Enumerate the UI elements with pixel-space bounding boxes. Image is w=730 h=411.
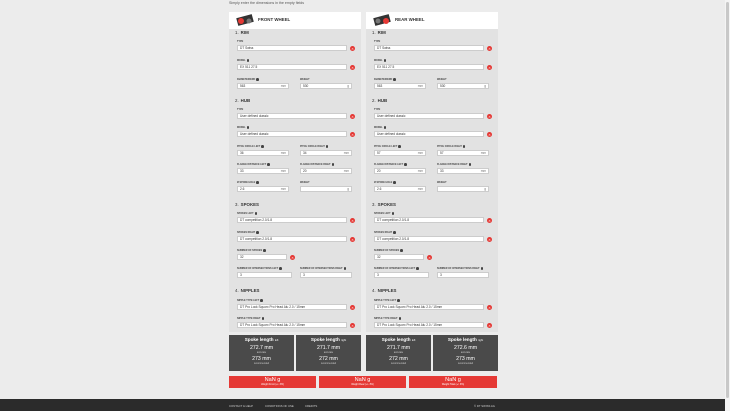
front-spokes-left-label-text: SPOKES LEFT [237,212,254,215]
result-card [433,335,498,371]
front-hub-flange-right-input[interactable]: 20 mm [300,168,352,174]
rear-hub-flange-left-label-text: FLANGE DISTANCE LEFT [374,163,404,166]
rear-section-spokes [372,202,396,207]
front-rim-model-label [237,59,249,62]
rear-hub-type-input[interactable]: User defined classic [374,113,484,119]
front-rim-diameter-label-text: DIAMETER/ERD [237,78,256,81]
front-intersections-left-label [237,267,282,270]
front-hub-pitch-left-unit: mm [280,151,286,155]
rear-nipple-left-label [374,299,400,302]
rear-hub-spoke-hole-info-icon[interactable] [393,181,396,184]
result-side: right [478,339,484,342]
weight-value: NaN g [264,377,281,383]
front-spokes-right-clear-button[interactable]: × [351,236,354,242]
front-wheel-title: FRONT WHEEL [258,17,291,22]
rear-hub-pitch-left-unit: mm [417,151,423,155]
rear-spokes-number-label [374,249,403,252]
front-rim-weight-label [300,78,310,81]
front-section-title: HUB [240,98,251,103]
result-recommended-label: recommended [457,362,474,365]
rear-spokes-right-clear-button[interactable]: × [488,236,491,242]
front-hub-spoke-hole-info-icon[interactable] [256,181,259,184]
result-title-text: Spoke length [381,337,411,342]
front-nipple-right-label-text: NIPPLE TYPE RIGHT [237,317,261,320]
footer-contact-link[interactable]: CONTACT & HELP [229,403,253,408]
result-title [229,337,294,342]
rear-hub-model-info-icon[interactable] [384,126,387,129]
front-hub-weight-label [300,181,310,184]
rear-hub-pitch-left-input[interactable]: 57 mm [374,150,426,156]
result-recommended-label: recommended [390,362,407,365]
rear-wheel-header [366,12,498,29]
rear-section-number: 3. [372,202,376,207]
rear-section-number: 2. [372,98,376,103]
rear-intersections-left-info-icon[interactable] [416,267,419,270]
rear-nipple-right-label-text: NIPPLE TYPE RIGHT [374,317,398,320]
rear-spokes-number-info-icon[interactable] [400,249,403,252]
rear-hub-model-label-text: MODEL [374,126,383,129]
front-intersections-left-label-text: NUMBER OF INTERSECTIONS LEFT [237,267,279,270]
rear-spokes-number-clear-button[interactable]: × [428,254,431,260]
rear-rim-model-info-icon[interactable] [384,59,387,62]
front-rim-type-input[interactable]: DT Swiss [237,45,347,51]
rear-nipple-right-input[interactable]: DT Pro Lock Squorx Pro Head Alu 2.0 / 15mm [374,322,484,328]
result-title-text: Spoke length [244,337,274,342]
rear-intersections-left-label-text: NUMBER OF INTERSECTIONS LEFT [374,267,416,270]
front-hub-flange-right-label-text: FLANGE DISTANCE RIGHT [300,163,331,166]
rear-nipple-right-label [374,317,401,320]
rear-rim-diameter-label [374,78,396,81]
rear-hub-pitch-right-label-text: PITCH CIRCLE RIGHT [437,145,462,148]
rear-rim-weight-input[interactable]: 530 g [437,83,489,89]
front-rim-type-label [237,40,243,43]
rear-section-nipples [372,288,396,293]
front-spokes-right-info-icon[interactable] [256,231,259,234]
rear-intersections-right-info-icon[interactable] [481,267,484,270]
front-hub-pitch-right-info-icon[interactable] [326,145,329,148]
rear-rim-model-input[interactable]: EX 511 27.5 [374,64,484,70]
result-recommended-value: 272 mm [319,356,338,362]
rear-hub-pitch-right-unit: mm [480,151,486,155]
front-nipple-left-input[interactable]: DT Pro Lock Squorx Pro Head Alu 2.0 / 15mm [237,304,347,310]
rear-hub-model-input[interactable]: User defined classic [374,131,484,137]
rear-rim-diameter-unit: mm [417,84,423,88]
result-recommended-label: recommended [253,362,270,365]
rear-spokes-left-label-text: SPOKES LEFT [374,212,391,215]
rear-spokes-left-info-icon[interactable] [392,212,395,215]
rear-nipple-left-input[interactable]: DT Pro Lock Squorx Pro Head Alu 2.0 / 15mm [374,304,484,310]
weight-label: Weight Rear (+/- 3%) [351,383,374,386]
rear-rim-model-label-text: MODEL [374,59,383,62]
front-rim-model-info-icon[interactable] [247,59,250,62]
rear-spokes-number-input[interactable]: 32 [374,254,424,260]
rear-rim-weight-label-text: WEIGHT [437,78,447,81]
rear-rim-type-label-text: TYPE [374,40,381,43]
front-spokes-right-input[interactable]: DT competition 2.0/1.8 [237,236,347,242]
rear-rim-type-label [374,40,380,43]
rear-rim-weight-label [437,78,447,81]
front-rim-model-label-text: MODEL [237,59,246,62]
front-spokes-number-info-icon[interactable] [263,249,266,252]
front-spokes-number-clear-button[interactable]: × [291,254,294,260]
rear-hub-flange-left-info-icon[interactable] [404,163,407,166]
rear-hub-flange-left-unit: mm [417,169,423,173]
front-spokes-right-label [237,231,259,234]
rear-wheel-icon [373,14,391,26]
result-card [229,335,294,371]
footer-terms-link[interactable]: CONDITIONS OF USE [265,403,294,408]
result-title [433,337,498,342]
rear-hub-flange-right-unit: mm [480,169,486,173]
front-wheel-panel [229,12,361,332]
rear-nipple-left-label-text: NIPPLE TYPE LEFT [374,299,397,302]
result-accurate-label: accurate [393,351,404,354]
front-hub-pitch-right-unit: mm [343,151,349,155]
rear-hub-spoke-hole-input[interactable]: 2.6 mm [374,186,426,192]
front-hub-pitch-left-label [237,145,264,148]
rear-section-title: NIPPLES [377,288,397,293]
rear-section-number: 1. [372,30,376,35]
rear-rim-type-clear-button[interactable]: × [488,45,491,51]
rear-intersections-right-label [437,267,483,270]
rear-rim-type-input[interactable]: DT Swiss [374,45,484,51]
front-rim-diameter-input[interactable]: 563 mm [237,83,289,89]
front-hub-model-label-text: MODEL [237,126,246,129]
front-hub-flange-right-unit: mm [343,169,349,173]
result-accurate-label: accurate [460,351,471,354]
rear-nipple-left-clear-button[interactable]: × [488,304,491,310]
front-spokes-left-clear-button[interactable]: × [351,217,354,223]
rear-spokes-right-input[interactable]: DT competition 2.0/1.8 [374,236,484,242]
front-section-number: 2. [235,98,239,103]
front-hub-pitch-left-input[interactable]: 36 mm [237,150,289,156]
result-accurate-value: 272.6 mm [453,345,478,351]
front-rim-type-label-text: TYPE [237,40,244,43]
intro-text: Simply enter the dimensions in the empty fields [229,1,305,5]
rear-rim-weight-unit: g [484,84,486,88]
rear-rim-diameter-label-text: DIAMETER/ERD [374,78,393,81]
front-wheel-header [229,12,361,29]
front-spokes-number-input[interactable]: 32 [237,254,287,260]
front-intersections-right-label [300,267,346,270]
rear-hub-flange-right-label-text: FLANGE DISTANCE RIGHT [437,163,468,166]
rear-section-title: RIM [377,30,386,35]
footer-credits-link[interactable]: CREDITS [305,403,318,408]
front-hub-type-clear-button[interactable]: × [351,113,354,119]
front-hub-flange-left-input[interactable]: 33 mm [237,168,289,174]
rear-hub-weight-unit: g [484,187,486,191]
rear-hub-type-clear-button[interactable]: × [488,113,491,119]
rear-wheel-panel [366,12,498,332]
rear-hub-type-label [374,108,380,111]
result-side: right [341,339,347,342]
result-title-text: Spoke length [447,337,477,342]
front-hub-weight-label-text: WEIGHT [300,181,310,184]
result-title [366,337,431,342]
footer-copyright: © DT SWISS AG [474,403,495,408]
front-spokes-right-label-text: SPOKES RIGHT [237,231,256,234]
front-nipple-left-label [237,299,263,302]
front-hub-spoke-hole-input[interactable]: 2.6 mm [237,186,289,192]
result-recommended-value: 273 mm [456,356,475,362]
front-spokes-left-label [237,212,257,215]
result-recommended-value: 272 mm [389,356,408,362]
front-section-title: SPOKES [240,202,259,207]
rear-rim-model-label [374,59,386,62]
rear-hub-weight-label [437,181,447,184]
front-section-number: 3. [235,202,239,207]
front-rim-model-input[interactable]: EX 511 27.5 [237,64,347,70]
front-intersections-right-input[interactable]: 3 [300,272,352,278]
rear-spokes-right-label-text: SPOKES RIGHT [374,231,393,234]
rear-section-number: 4. [372,288,376,293]
front-rim-weight-label-text: WEIGHT [300,78,310,81]
front-section-number: 1. [235,30,239,35]
front-nipple-right-info-icon[interactable] [262,317,265,320]
rear-rim-model-clear-button[interactable]: × [488,64,491,70]
rear-intersections-right-label-text: NUMBER OF INTERSECTIONS RIGHT [437,267,480,270]
rear-hub-model-label [374,126,386,129]
front-hub-spoke-hole-label [237,181,259,184]
footer [0,399,725,411]
front-rim-type-clear-button[interactable]: × [351,45,354,51]
front-hub-model-info-icon[interactable] [247,126,250,129]
front-hub-type-label-text: TYPE [237,108,244,111]
front-hub-model-input[interactable]: User defined classic [237,131,347,137]
front-hub-type-label [237,108,243,111]
rear-intersections-right-input[interactable]: 3 [437,272,489,278]
rear-hub-pitch-left-info-icon[interactable] [398,145,401,148]
weight-value: NaN g [354,377,371,383]
rear-hub-flange-right-label [437,163,471,166]
result-accurate-value: 271.7 mm [386,345,411,351]
rear-hub-spoke-hole-unit: mm [417,187,423,191]
result-recommended-value: 273 mm [252,356,271,362]
front-hub-flange-left-unit: mm [280,169,286,173]
front-hub-spoke-hole-unit: mm [280,187,286,191]
rear-spokes-right-label [374,231,396,234]
weight-label: Weight Total (+/- 3%) [441,383,465,386]
rear-nipple-right-clear-button[interactable]: × [488,322,491,328]
front-nipple-left-info-icon[interactable] [260,299,263,302]
front-hub-weight-input[interactable] [300,186,352,192]
rear-hub-pitch-right-input[interactable]: 57 mm [437,150,489,156]
result-accurate-label: accurate [256,351,267,354]
weight-card [229,376,316,388]
result-side: left [411,339,416,342]
rear-hub-flange-left-label [374,163,407,166]
front-hub-pitch-right-label [300,145,328,148]
front-intersections-left-info-icon[interactable] [279,267,282,270]
front-section-spokes [235,202,259,207]
front-hub-model-clear-button[interactable]: × [351,131,354,137]
rear-nipple-right-info-icon[interactable] [399,317,402,320]
rear-rim-diameter-info-icon[interactable] [393,78,396,81]
result-title-text: Spoke length [310,337,340,342]
rear-section-title: SPOKES [377,202,396,207]
scrollbar-thumb[interactable] [726,2,729,398]
rear-intersections-left-label [374,267,419,270]
front-rim-weight-unit: g [347,84,349,88]
front-section-rim [235,30,249,35]
front-hub-pitch-left-label-text: PITCH CIRCLE LEFT [237,145,261,148]
scrollbar[interactable] [725,0,730,411]
front-nipple-right-clear-button[interactable]: × [351,322,354,328]
rear-hub-spoke-hole-label-text: Ø SPOKE HOLE [374,181,393,184]
rear-hub-type-label-text: TYPE [374,108,381,111]
front-spokes-left-info-icon[interactable] [255,212,258,215]
rear-hub-weight-label-text: WEIGHT [437,181,447,184]
rear-hub-pitch-left-label [374,145,401,148]
front-intersections-right-info-icon[interactable] [344,267,347,270]
result-accurate-value: 271.7 mm [316,345,341,351]
result-title [296,337,361,342]
front-section-nipples [235,288,259,293]
rear-section-title: HUB [377,98,388,103]
front-section-number: 4. [235,288,239,293]
weight-card [319,376,406,388]
front-hub-flange-left-label [237,163,270,166]
weight-label: Weight Front (+/- 3%) [261,383,284,386]
rear-wheel-title: REAR WHEEL [395,17,425,22]
rear-spokes-left-clear-button[interactable]: × [488,217,491,223]
front-hub-flange-right-label [300,163,334,166]
rear-hub-model-clear-button[interactable]: × [488,131,491,137]
front-hub-pitch-right-input[interactable]: 34 mm [300,150,352,156]
weight-card [409,376,497,388]
front-spokes-number-label [237,249,266,252]
front-hub-model-label [237,126,249,129]
front-section-title: NIPPLES [240,288,260,293]
rear-intersections-left-input[interactable]: 3 [374,272,429,278]
rear-hub-pitch-left-label-text: PITCH CIRCLE LEFT [374,145,398,148]
rear-hub-flange-left-input[interactable]: 20 mm [374,168,426,174]
front-wheel-icon [236,14,254,26]
rear-hub-flange-right-input[interactable]: 33 mm [437,168,489,174]
front-rim-diameter-label [237,78,259,81]
rear-hub-pitch-right-info-icon[interactable] [463,145,466,148]
front-nipple-right-label [237,317,264,320]
front-hub-type-input[interactable]: User defined classic [237,113,347,119]
front-nipple-right-input[interactable]: DT Pro Lock Squorx Pro Head Alu 2.0 / 15mm [237,322,347,328]
rear-section-hub [372,98,387,103]
front-intersections-right-label-text: NUMBER OF INTERSECTIONS RIGHT [300,267,343,270]
rear-spokes-left-input[interactable]: DT competition 2.0/1.8 [374,217,484,223]
front-hub-flange-left-label-text: FLANGE DISTANCE LEFT [237,163,267,166]
weight-value: NaN g [445,377,461,383]
front-hub-flange-left-info-icon[interactable] [267,163,270,166]
front-rim-diameter-unit: mm [280,84,286,88]
front-spokes-number-label-text: NUMBER OF SPOKES [237,249,263,252]
front-section-title: RIM [240,30,249,35]
rear-hub-weight-input[interactable] [437,186,489,192]
front-hub-flange-right-info-icon[interactable] [332,163,335,166]
front-intersections-left-input[interactable]: 3 [237,272,292,278]
rear-spokes-right-info-icon[interactable] [393,231,396,234]
front-hub-spoke-hole-label-text: Ø SPOKE HOLE [237,181,256,184]
front-rim-weight-input[interactable]: 530 g [300,83,352,89]
rear-hub-flange-right-info-icon[interactable] [469,163,472,166]
front-nipple-left-clear-button[interactable]: × [351,304,354,310]
rear-section-rim [372,30,386,35]
front-rim-model-clear-button[interactable]: × [351,64,354,70]
rear-hub-spoke-hole-label [374,181,396,184]
rear-spokes-number-label-text: NUMBER OF SPOKES [374,249,400,252]
front-hub-weight-unit: g [347,187,349,191]
result-recommended-label: recommended [320,362,337,365]
front-rim-diameter-info-icon[interactable] [256,78,259,81]
front-spokes-left-input[interactable]: DT competition 2.0/1.8 [237,217,347,223]
front-nipple-left-label-text: NIPPLE TYPE LEFT [237,299,260,302]
result-accurate-value: 272.7 mm [249,345,274,351]
result-card [296,335,361,371]
front-hub-pitch-right-label-text: PITCH CIRCLE RIGHT [300,145,325,148]
rear-nipple-left-info-icon[interactable] [397,299,400,302]
front-section-hub [235,98,250,103]
result-accurate-label: accurate [323,351,334,354]
result-side: left [274,339,279,342]
rear-hub-pitch-right-label [437,145,465,148]
result-card [366,335,431,371]
front-hub-pitch-left-info-icon[interactable] [261,145,264,148]
rear-rim-diameter-input[interactable]: 563 mm [374,83,426,89]
rear-spokes-left-label [374,212,394,215]
